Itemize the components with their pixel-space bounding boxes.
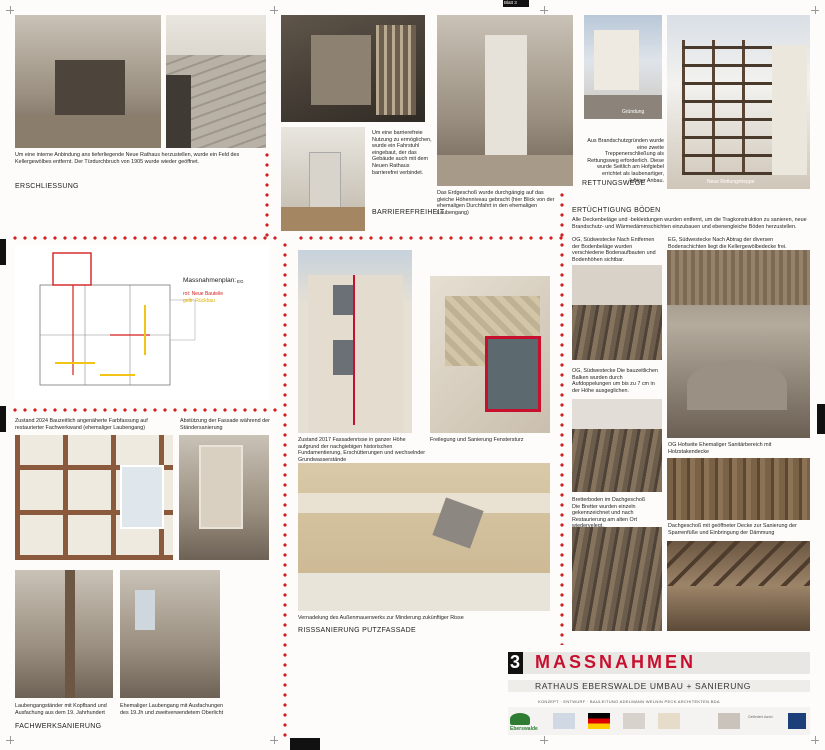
crop-mark (270, 6, 278, 14)
caption-zustand-2017: Zustand 2017 Fassadenrisse in ganzer Höhe aufgrund der nachgiebigen historischen Fundamentierung, Erschütterungen und wechselnder Grundwasserstände (298, 437, 426, 463)
footer-number-box (508, 652, 523, 674)
footer-logo-strip (508, 707, 810, 735)
photo-facade-2017 (298, 250, 412, 433)
plan-title: Massnahmenplan: (183, 277, 237, 284)
caption-fahrstuhl: Um eine barrierefreie Nutzung zu ermöglichen, wurde ein Fahrstuhl eingebaut, der das Gebäude auch mit dem Neuen Rathaus barrierefrei verbindet. (372, 130, 432, 176)
crop-mark (540, 736, 548, 744)
plan-legend-red: rot: Neue Bauteile (183, 291, 224, 297)
section-risssanierung: RISSSANIERUNG PUTZFASSADE (298, 627, 416, 634)
city-logo-icon (510, 713, 530, 725)
crop-mark (540, 6, 548, 14)
edge-tab (817, 404, 825, 434)
photo-facade-support (179, 435, 269, 560)
caption-zustand-2024: Zustand 2024 Bauzeitlich angenäherte Farbfassung auf restaurierter Fachwerkwand (ehemaliger Laubengang) (15, 418, 148, 431)
caption-bretterboden: Bretterboden im Dachgeschoß Die Bretter wurden einzeln gekennzeichnet und nach Restaurierung am alten Ort (572, 497, 646, 523)
crop-mark (811, 6, 819, 14)
caption-dachgeschoss: Dachgeschoß mit geöffneter Decke zur Sanierung der Sparrenfüße und Einbringung der Dämmung (668, 523, 797, 536)
section-barrierefreiheit: BARRIEREFREIHEIT (372, 209, 445, 216)
plan-legend-yellow: gelb: Rückbau (183, 298, 215, 304)
edge-tab (0, 406, 6, 432)
caption-laubengang2: Ehemaliger Laubengang mit Ausfachungen des 19.Jh und zweitverwendetem Oberlicht (120, 703, 224, 716)
footer-number: 3 (510, 652, 521, 672)
photo-crack-stitching (298, 463, 550, 611)
crop-mark (6, 736, 14, 744)
footer-credits: KONZEPT · ENTWURF · BAULEITUNG ADELMANN WELNIN PECK ARCHITEKTEN BDA (538, 699, 720, 704)
caption-freilegung: Freilegung und Sanierung Fenstersturz (430, 437, 524, 443)
photo-attic-boards (572, 527, 662, 631)
dotted-separator (283, 240, 287, 740)
edge-tab (290, 738, 320, 750)
rescue-stair-label: Neue Rettungstreppe (707, 179, 755, 185)
plan-title-suffix: EG (237, 279, 244, 284)
caption-vernadelung: Vernadelung des Außenmauerwerks zur Minderung zukünftiger Risse (298, 615, 464, 621)
photo-attic-roof (667, 541, 810, 631)
photo-foundation (584, 15, 662, 119)
caption-og-suedwest-2: OG, Südwestecke Die bauzeitlichen Balken wurden durch Aufdoppelungen um bis zu 7 cm in der Höhe ausgeglichen. (572, 368, 658, 394)
city-logo-text: Eberswalde (510, 726, 538, 732)
photo-rescue-stair (667, 15, 810, 189)
sponsor-logo-icon (623, 713, 645, 729)
dotted-separator (10, 408, 282, 412)
photo-og-hofseite (667, 458, 810, 520)
dotted-separator (10, 236, 280, 240)
eu-logo-icon (788, 713, 806, 729)
caption-abstuetzung: Abstützung der Fassade während der Ständersanierung (180, 418, 270, 431)
photo-eg-vault (667, 250, 810, 438)
caption-erdgeschoss: Das Erdgeschoß wurde durchgängig auf das gleiche Höhenniveau gebracht (hier Blick von der ehemaligen Durchfahrt in den ehemaligen Laubengang) (437, 190, 555, 216)
sponsor-logo-icon (553, 713, 575, 729)
photo-og-floor-2 (572, 399, 662, 492)
edge-tab (0, 239, 6, 265)
sponsor-logo-icon (718, 713, 740, 729)
sponsor-logo-icon (658, 713, 680, 729)
footer-subtitle: RATHAUS EBERSWALDE UMBAU + SANIERUNG (535, 681, 751, 691)
photo-corridor (281, 127, 365, 231)
footer-title: MASSNAHMEN (535, 652, 697, 672)
floor-plan (15, 245, 270, 400)
photo-og-floor-1 (572, 265, 662, 360)
photo-ground-floor-passage (437, 15, 573, 186)
photo-elevator-shaft (281, 15, 425, 122)
foundation-label: Gründung (622, 109, 645, 115)
section-fachwerksanierung: FACHWERKSANIERUNG (15, 723, 102, 730)
crop-mark (811, 736, 819, 744)
dotted-separator (296, 236, 563, 240)
crop-mark (6, 6, 14, 14)
caption-eg-suedwest: EG, Südwestecke Nach Abtrag der diversen Bodenschichten liegt die Kellergewölbedecke frei. (668, 237, 787, 250)
photo-concrete-stairs (166, 15, 266, 148)
section-rettungswege: RETTUNGSWEGE (582, 180, 646, 187)
sponsor-note: Gefördert durch (748, 715, 773, 719)
federal-logo-icon (588, 713, 610, 729)
photo-laubengang-post (15, 570, 113, 698)
photo-timber-wall (15, 435, 173, 560)
photo-window-lintel (430, 276, 550, 433)
photo-cellar-opening (15, 15, 161, 148)
caption-boeden-intro: Alle Deckenbeläge und -bekleidungen wurden entfernt, um die Tragkonstruktion zu sanieren, neue Brandschutz- und Wärmedämmschichten einzubauen und ebenengleiche Böden herzustellen. (572, 217, 807, 230)
floor-plan-drawing (15, 245, 270, 400)
section-erschliessung: ERSCHLIESSUNG (15, 183, 79, 190)
caption-laubengang: Laubengangständer mit Kopfband und Ausfachung aus dem 19. Jahrhundert (15, 703, 107, 716)
caption-og-hofseite: OG Hofseite Ehemaliger Sanitärbereich mit Holzstakendecke (668, 442, 772, 455)
crop-mark (270, 736, 278, 744)
dotted-separator (560, 190, 564, 645)
section-boeden: ERTÜCHTIGUNG BÖDEN (572, 207, 661, 214)
photo-laubengang-former (120, 570, 220, 698)
caption-anbindung: Um eine interne Anbindung ans tieferliegende Neue Rathaus herzustellen, wurde ein Feld des Kellergewölbes entfernt. Der Türdurchbruch von 1905 wurde wieder geöffnet. (15, 152, 240, 165)
caption-treppe: Aus Brandschutzgründen wurde eine zweite Treppenerschließung als Rettungsweg erforderlich. Diese wurde Seitlich am Hofgiebel errichtet als laubenartiger, luftiger Anbau. (587, 138, 664, 184)
caption-og-suedwest-1: OG, Südwestecke Nach Entfernen der Bodenbeläge wurden verschiedene Bodenaufbauten und Bodenhöhen sichtbar. (572, 237, 656, 263)
sheet-label: Blatt 3 (504, 0, 517, 5)
sheet-tab (503, 0, 529, 7)
